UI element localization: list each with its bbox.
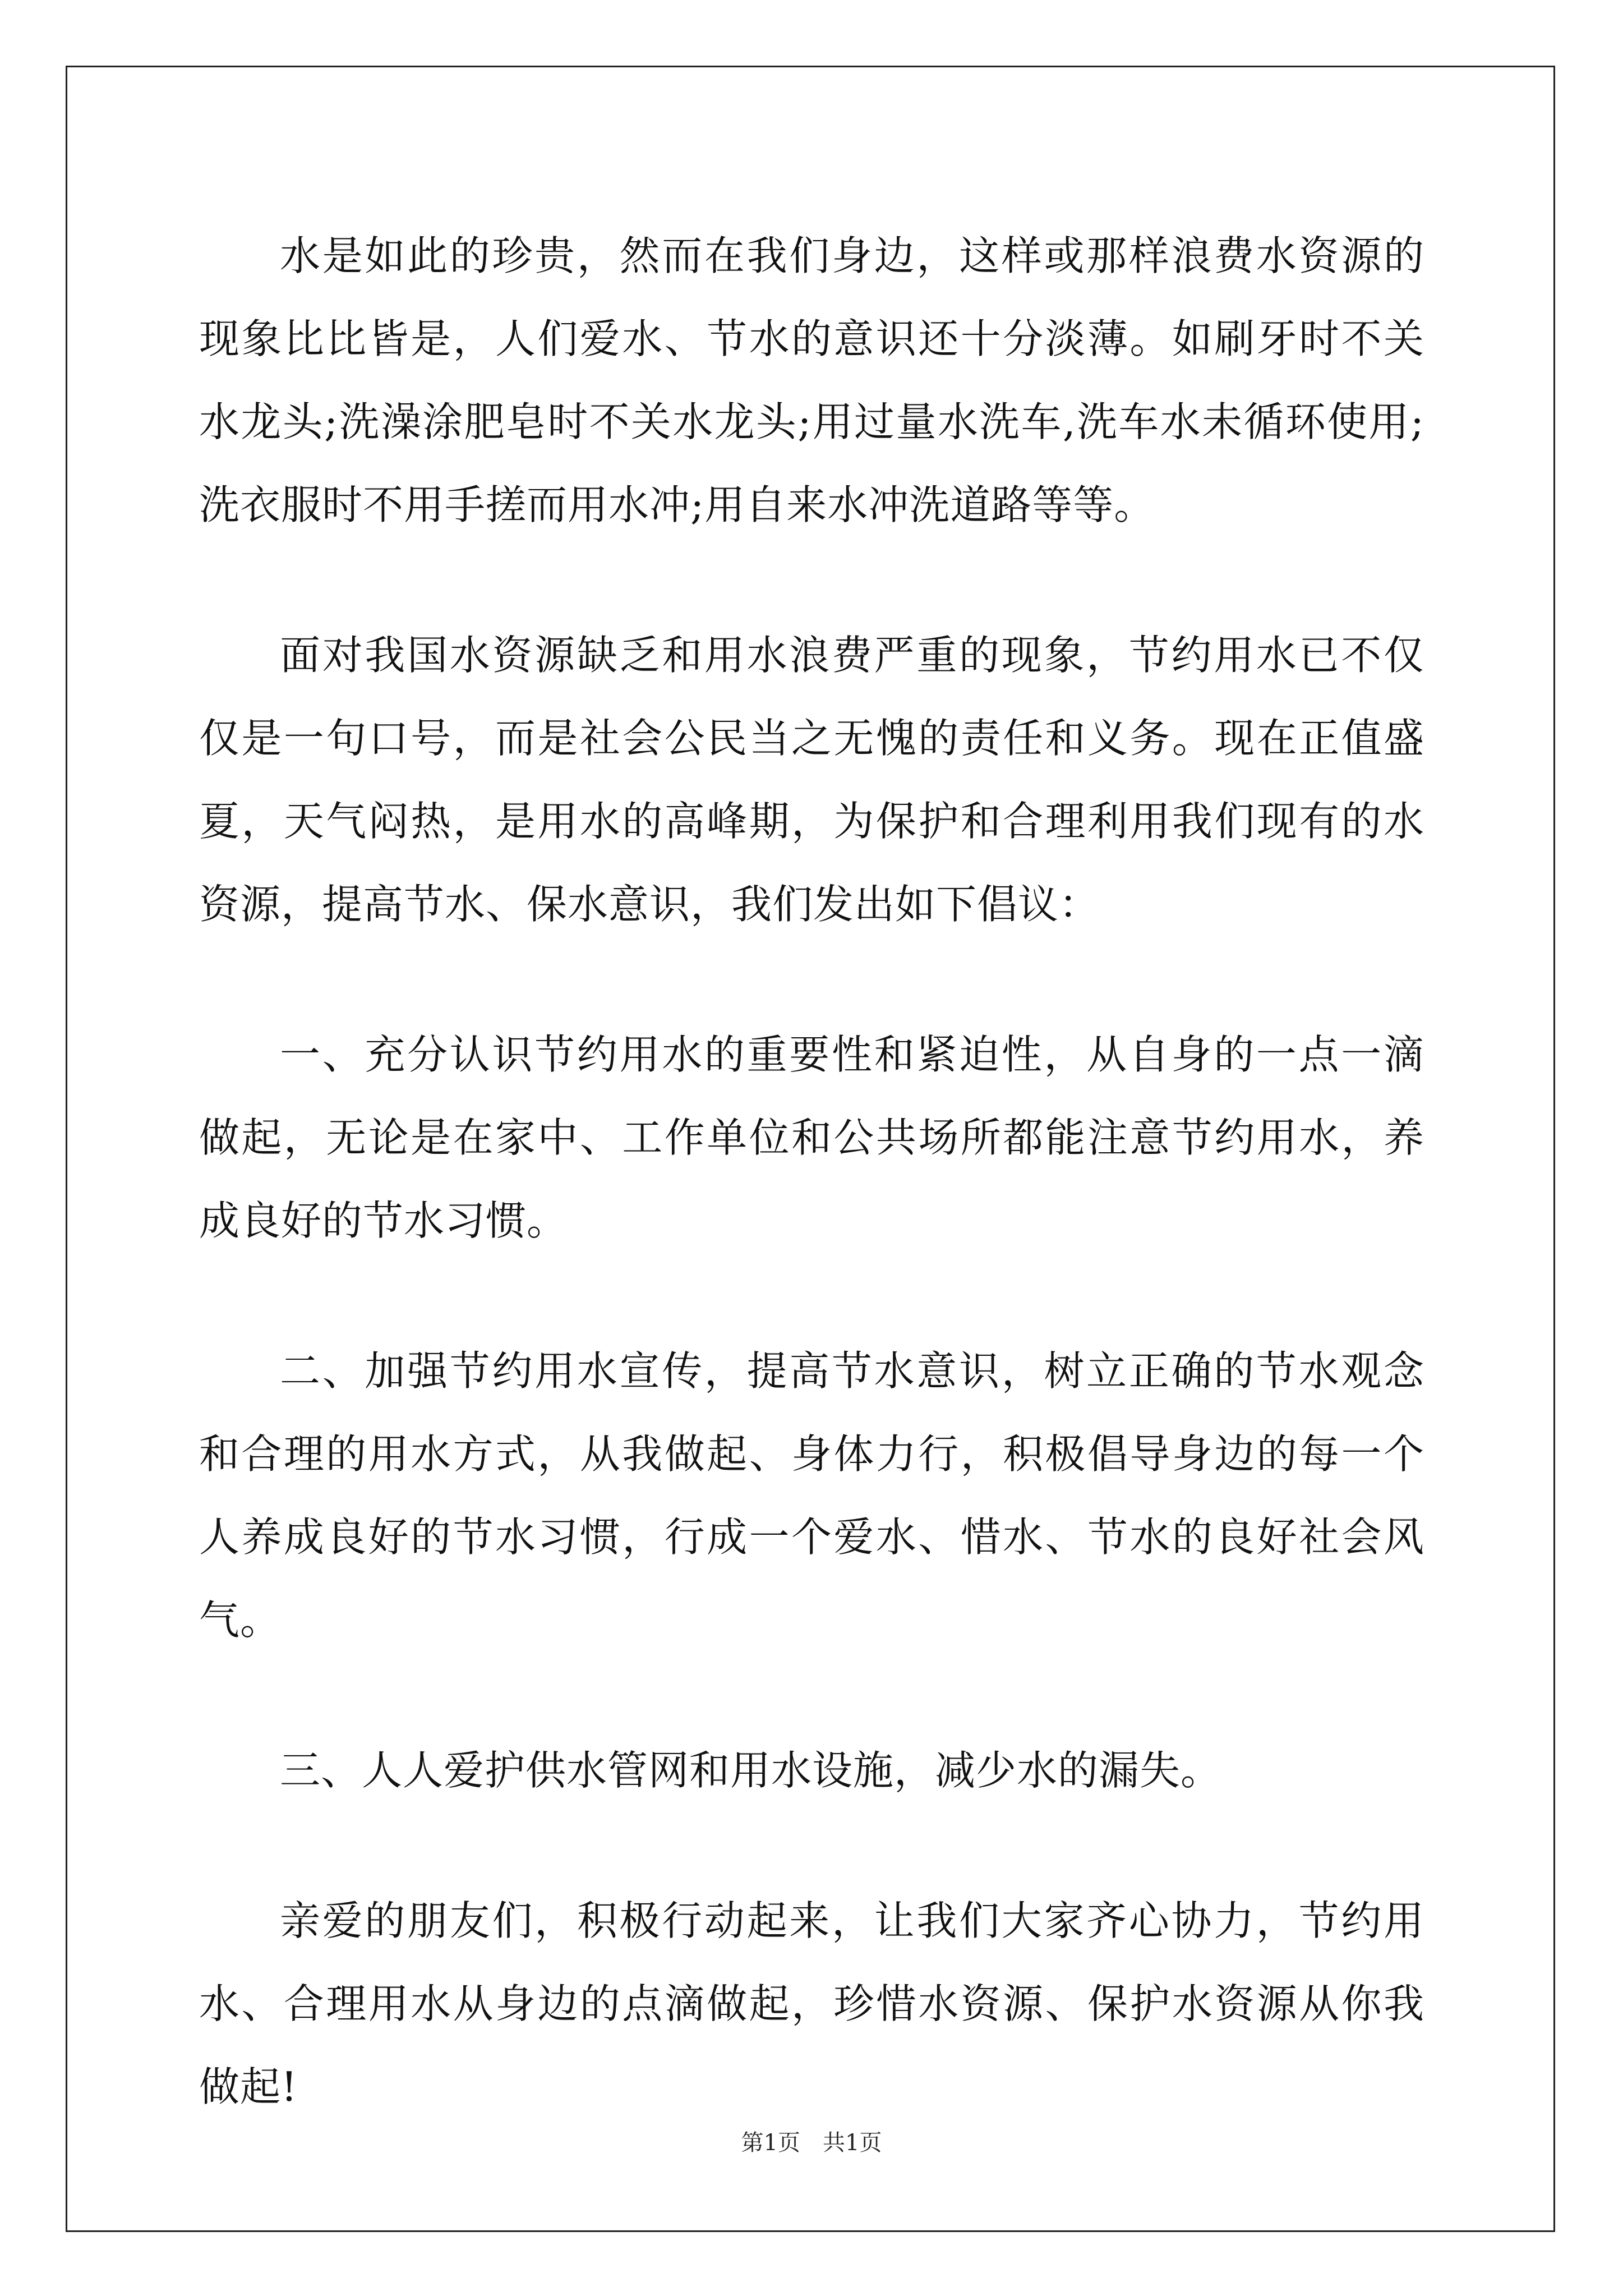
- paragraph-6: 亲爱的朋友们，积极行动起来，让我们大家齐心协力，节约用水、合理用水从身边的点滴做起，珍惜水资源、保护水资源从你我做起!: [199, 1897, 1424, 2110]
- paragraph-4: 二、加强节约用水宣传，提高节水意识，树立正确的节水观念和合理的用水方式，从我做起、身体力行，积极倡导身边的每一个人养成良好的节水习惯，行成一个爱水、惜水、节水的良好社会风气。: [199, 1347, 1424, 1644]
- paragraph-2: 面对我国水资源缺乏和用水浪费严重的现象，节约用水已不仅仅是一句口号，而是社会公民当之无愧的责任和义务。现在正值盛夏，天气闷热，是用水的高峰期，为保护和合理利用我们现有的水资源，提高节水、保水意识，我们发出如下倡议：: [199, 632, 1424, 928]
- paragraph-3: 一、充分认识节约用水的重要性和紧迫性，从自身的一点一滴做起，无论是在家中、工作单位和公共场所都能注意节约用水，养成良好的节水习惯。: [199, 1031, 1424, 1244]
- document-body: [199, 214, 1424, 2128]
- paragraph-1: 水是如此的珍贵，然而在我们身边，这样或那样浪费水资源的现象比比皆是，人们爱水、节水的意识还十分淡薄。如刷牙时不关水龙头;洗澡涂肥皂时不关水龙头;用过量水洗车,洗车水未循环使用;洗衣服时不用手搓而用水冲;用自来水冲洗道路等等。: [199, 232, 1424, 528]
- paragraph-5: 三、人人爱护供水管网和用水设施，减少水的漏失。: [280, 1747, 1222, 1794]
- page-footer: 第1页 共1页: [741, 2130, 882, 2156]
